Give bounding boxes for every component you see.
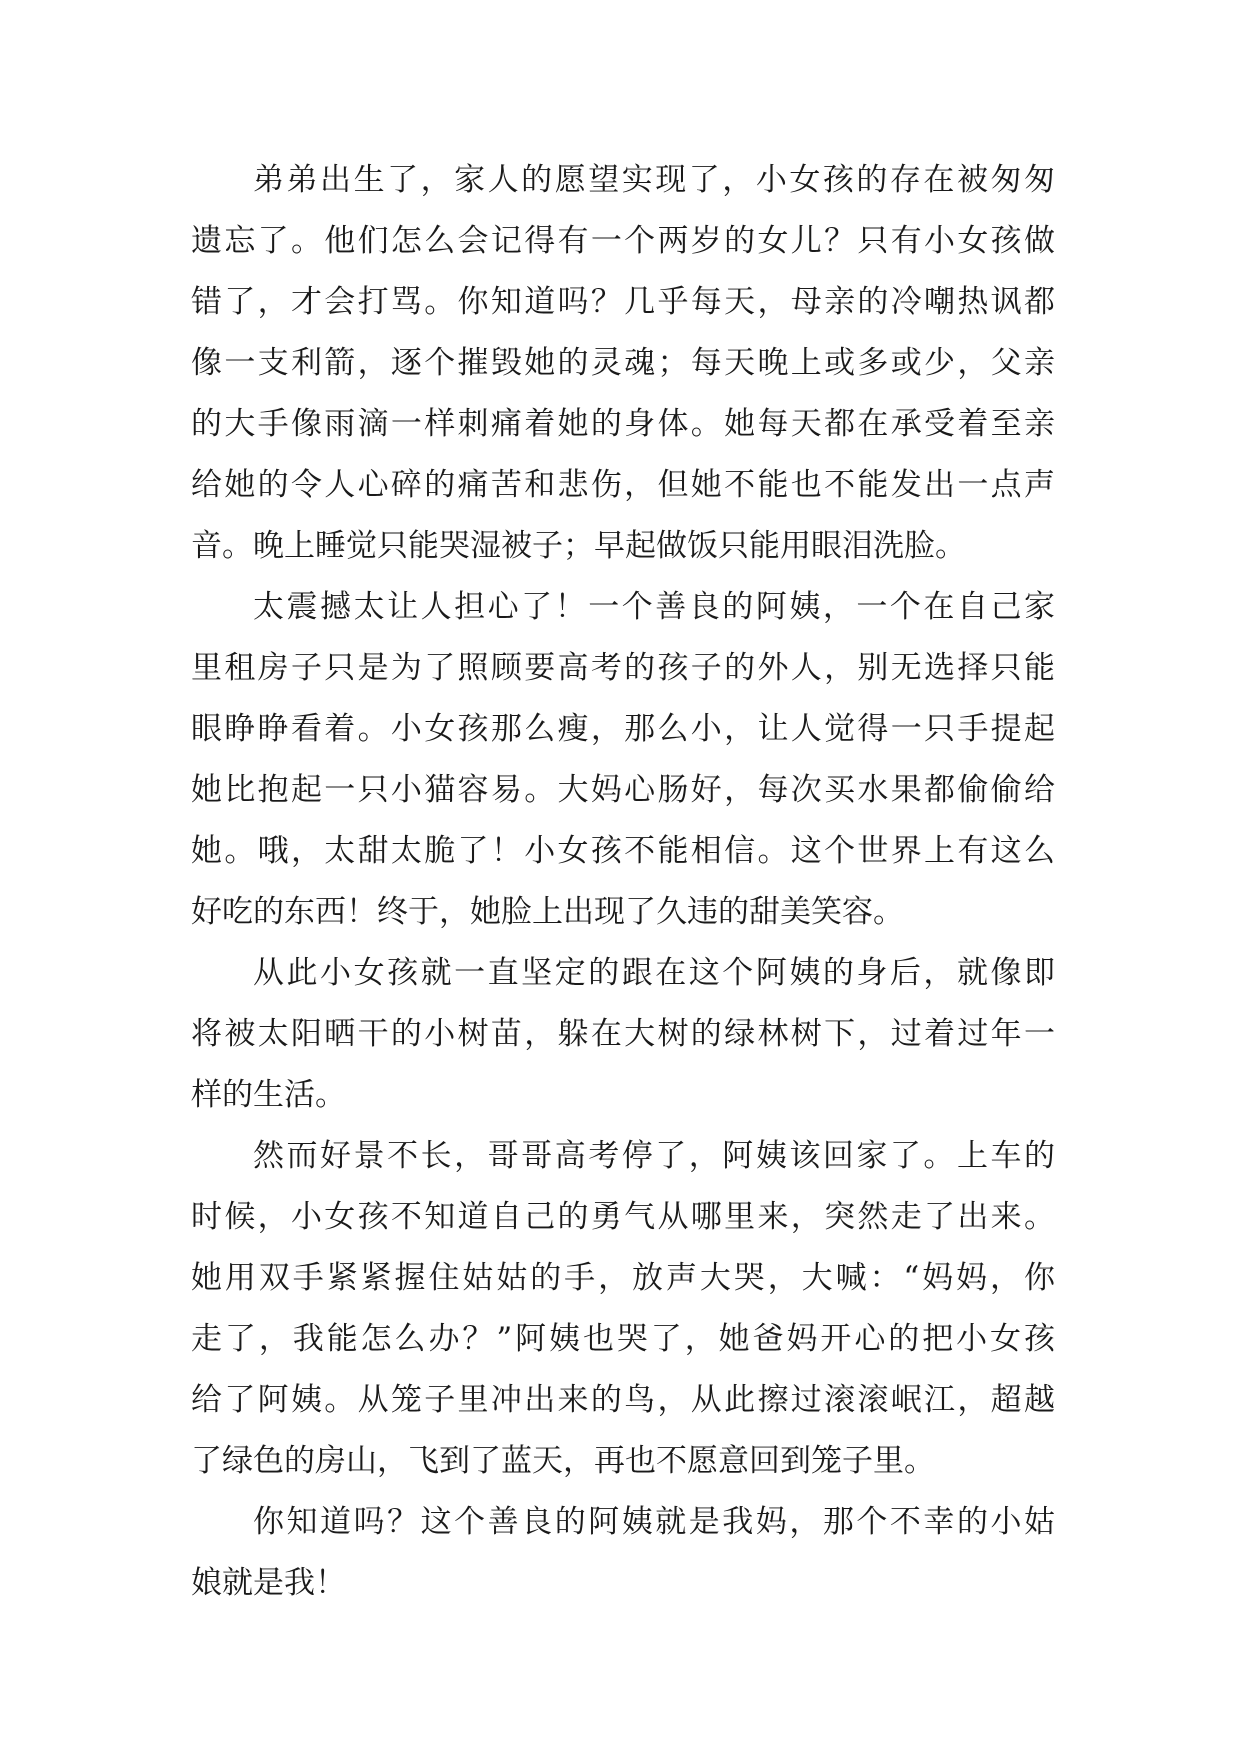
paragraph-line: 了绿色的房山，飞到了蓝天，再也不愿意回到笼子里。 [191,1443,935,1479]
paragraph-line: 错了，才会打骂。你知道吗？几乎每天，母亲的冷嘲热讽都 [191,284,1055,320]
paragraph-2 [191,577,1055,943]
paragraph-line: 从此小女孩就一直坚定的跟在这个阿姨的身后，就像即 [253,955,1055,991]
paragraph-line: 走了，我能怎么办？”阿姨也哭了，她爸妈开心的把小女孩 [191,1321,1055,1357]
paragraph-1 [191,150,1055,577]
paragraph-5 [191,1492,1055,1614]
paragraph-line: 给她的令人心碎的痛苦和悲伤，但她不能也不能发出一点声 [191,467,1055,503]
paragraph-line: 的大手像雨滴一样刺痛着她的身体。她每天都在承受着至亲 [191,406,1055,442]
paragraph-line: 给了阿姨。从笼子里冲出来的鸟，从此擦过滚滚岷江，超越 [191,1382,1055,1418]
paragraph-line: 然而好景不长，哥哥高考停了，阿姨该回家了。上车的 [253,1138,1055,1174]
paragraph-4 [191,1126,1055,1492]
paragraph-line: 像一支利箭，逐个摧毁她的灵魂；每天晚上或多或少，父亲 [191,345,1055,381]
paragraph-line: 样的生活。 [191,1077,346,1113]
paragraph-line: 好吃的东西！终于，她脸上出现了久违的甜美笑容。 [191,894,904,930]
paragraph-line: 将被太阳晒干的小树苗，躲在大树的绿林树下，过着过年一 [191,1016,1055,1052]
paragraph-line: 里租房子只是为了照顾要高考的孩子的外人，别无选择只能 [191,650,1055,686]
paragraph-line: 你知道吗？这个善良的阿姨就是我妈，那个不幸的小姑 [253,1504,1055,1540]
paragraph-3 [191,943,1055,1126]
paragraph-line: 遗忘了。他们怎么会记得有一个两岁的女儿？只有小女孩做 [191,223,1055,259]
paragraph-line: 她用双手紧紧握住姑姑的手，放声大哭，大喊：“妈妈，你 [191,1260,1055,1296]
paragraph-line: 太震撼太让人担心了！一个善良的阿姨，一个在自己家 [253,589,1055,625]
paragraph-line: 弟弟出生了，家人的愿望实现了，小女孩的存在被匆匆 [253,162,1055,198]
paragraph-line: 时候，小女孩不知道自己的勇气从哪里来，突然走了出来。 [191,1199,1055,1235]
paragraph-line: 她。哦，太甜太脆了！小女孩不能相信。这个世界上有这么 [191,833,1055,869]
paragraph-line: 她比抱起一只小猫容易。大妈心肠好，每次买水果都偷偷给 [191,772,1055,808]
paragraph-line: 眼睁睁看着。小女孩那么瘦，那么小，让人觉得一只手提起 [191,711,1055,747]
document-body [191,150,1055,1614]
paragraph-line: 娘就是我！ [191,1565,346,1601]
paragraph-line: 音。晚上睡觉只能哭湿被子；早起做饭只能用眼泪洗脸。 [191,528,966,564]
